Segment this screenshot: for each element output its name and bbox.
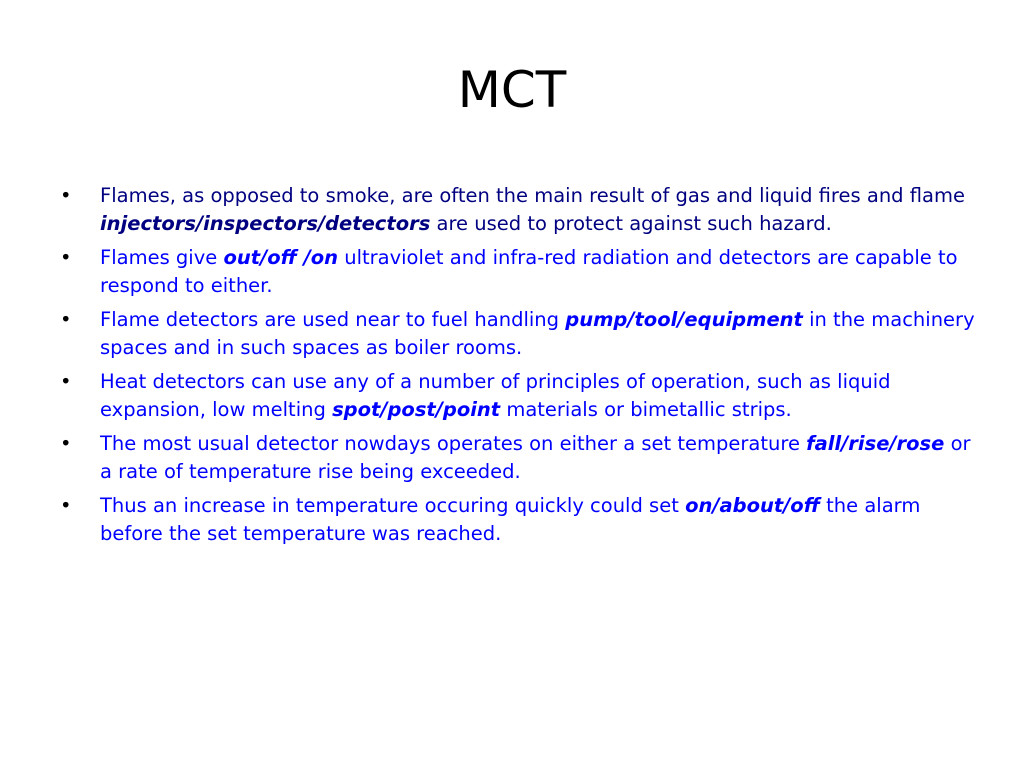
answer-options: fall/rise/rose <box>806 432 945 455</box>
bullet-dot-icon: • <box>60 246 72 269</box>
slide-title: MCT <box>457 61 567 119</box>
bullet-text-after: materials or bimetallic strips. <box>500 397 792 421</box>
bullet-text-after: are used to protect against such hazard. <box>430 211 832 235</box>
bullet-text-after: ultraviolet and infra-red radiation and detectors are capable to respond to either. <box>100 246 958 297</box>
bullet-item <box>60 244 980 299</box>
bullet-dot-icon: • <box>60 184 72 207</box>
bullet-text-before: Thus an increase in temperature occuring quickly could set <box>100 494 686 517</box>
bullet-list <box>60 182 980 554</box>
bullet-text-before: Flame detectors are used near to fuel handling <box>100 308 566 331</box>
bullet-dot-icon: • <box>60 494 72 517</box>
bullet-text-after: the alarm before the set temperature was reached. <box>100 494 921 545</box>
answer-options: pump/tool/equipment <box>565 308 803 331</box>
bullet-text-before: Flames, as opposed to smoke, are often the main result of gas and liquid fires and flame <box>100 184 965 207</box>
bullet-item <box>60 492 980 547</box>
bullet-text-before: Heat detectors can use any of a number of principles of operation, such as liquid expansion, low melting <box>100 370 891 421</box>
answer-options: out/off /on <box>223 246 339 269</box>
bullet-text-before: Flames give <box>100 246 224 269</box>
bullet-item <box>60 430 980 485</box>
bullet-dot-icon: • <box>60 432 72 455</box>
answer-options: on/about/off <box>685 494 820 517</box>
bullet-text-after: or a rate of temperature rise being exceeded. <box>100 432 971 483</box>
bullet-item <box>60 182 980 237</box>
bullet-item <box>60 368 980 423</box>
bullet-text-before: The most usual detector nowdays operates on either a set temperature <box>100 432 807 455</box>
answer-options: spot/post/point <box>332 397 501 421</box>
bullet-dot-icon: • <box>60 308 72 331</box>
bullet-text-after: in the machinery spaces and in such spaces as boiler rooms. <box>100 308 975 359</box>
bullet-item <box>60 306 980 361</box>
answer-options: injectors/inspectors/detectors <box>100 211 431 235</box>
bullet-dot-icon: • <box>60 370 72 393</box>
